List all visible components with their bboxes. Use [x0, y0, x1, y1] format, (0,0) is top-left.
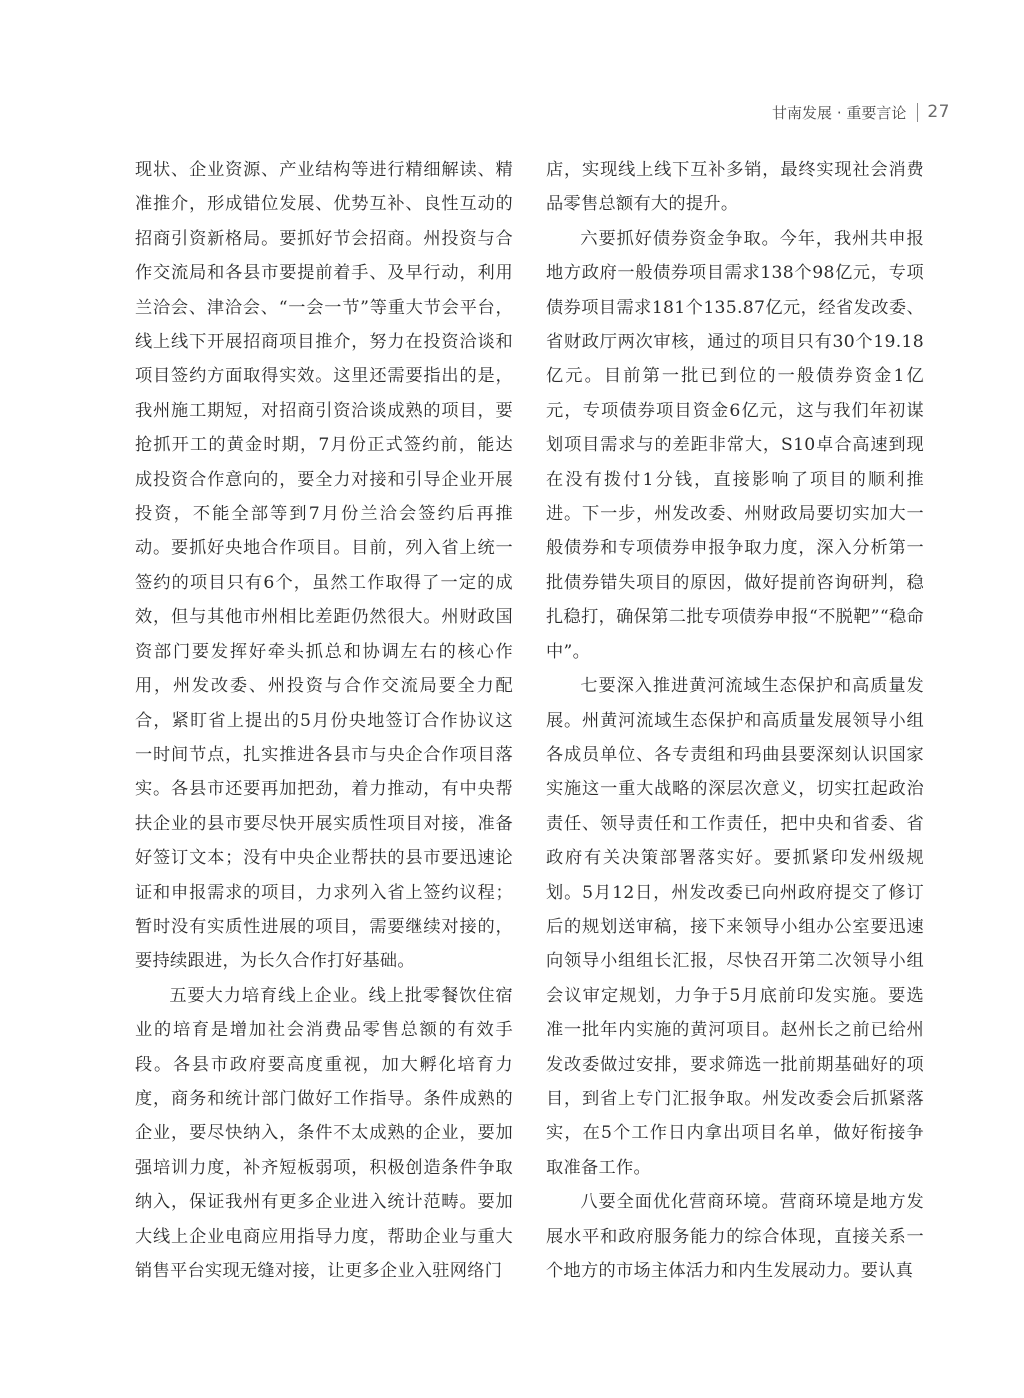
right-column: [546, 153, 924, 1288]
page-number: 27: [927, 102, 950, 122]
body-paragraph: 店，实现线上线下互补多销，最终实现社会消费品零售总额有大的提升。: [546, 160, 924, 215]
body-paragraph: 现状、企业资源、产业结构等进行精细解读、精准推介，形成错位发展、优势互补、良性互动的招商引资新格局。要抓好节会招商。州投资与合作交流局和各县市要提前着手、及早行动，利用兰洽会、津洽会、“一会一节”等重大节会平台，线上线下开展招商项目推介，努力在投资洽谈和项目签约方面取得实效。这里还需要指出的是，我州施工期短，对招商引资洽谈成熟的项目，要抢抓开工的黄金时期，7月份正式签约前，能达成投资合作意向的，要全力对接和引导企业开展投资，不能全部等到7月份兰洽会签约后再推动。要抓好央地合作项目。目前，列入省上统一签约的项目只有6个，虽然工作取得了一定的成效，但与其他市州相比差距仍然很大。州财政国资部门要发挥好牵头抓总和协调左右的核心作用，州发改委、州投资与合作交流局要全力配合，紧盯省上提出的5月份央地签订合作协议这一时间节点，扎实推进各县市与央企合作项目落实。各县市还要再加把劲，着力推动，有中央帮扶企业的县市要尽快开展实质性项目对接，准备好签订文本；没有中央企业帮扶的县市要迅速论证和申报需求的项目，力求列入省上签约议程；暂时没有实质性进展的项目，需要继续对接的，要持续跟进，为长久合作打好基础。: [135, 160, 513, 972]
body-paragraph: 七要深入推进黄河流域生态保护和高质量发展。州黄河流域生态保护和高质量发展领导小组各成员单位、各专责组和玛曲县要深刻认识国家实施这一重大战略的深层次意义，切实扛起政治责任、领导责任和工作责任，把中央和省委、省政府有关决策部署落实好。要抓紧印发州级规划。5月12日，州发改委已向州政府提交了修订后的规划送审稿，接下来领导小组办公室要迅速向领导小组组长汇报，尽快召开第二次领导小组会议审定规划，力争于5月底前印发实施。要选准一批年内实施的黄河项目。赵州长之前已给州发改委做过安排，要求筛选一批前期基础好的项目，到省上专门汇报争取。州发改委会后抓紧落实，在5个工作日内拿出项目名单，做好衔接争取准备工作。: [546, 676, 924, 1178]
section-title: 甘南发展 · 重要言论: [772, 103, 907, 122]
running-header: [772, 100, 950, 124]
body-paragraph: 六要抓好债券资金争取。今年，我州共申报地方政府一般债券项目需求138个98亿元，专项债券项目需求181个135.87亿元，经省发改委、省财政厅两次审核，通过的项目只有30个19.18亿元。目前第一批已到位的一般债券资金1亿元，专项债券项目资金6亿元，这与我们年初谋划项目需求与的差距非常大，S10卓合高速到现在没有拨付1分钱，直接影响了项目的顺利推进。下一步，州发改委、州财政局要切实加大一般债券和专项债券申报争取力度，深入分析第一批债券错失项目的原因，做好提前咨询研判，稳扎稳打，确保第二批专项债券申报“不脱靶”“稳命中”。: [546, 228, 924, 662]
body-paragraph: 五要大力培育线上企业。线上批零餐饮住宿业的培育是增加社会消费品零售总额的有效手段。各县市政府要高度重视，加大孵化培育力度，商务和统计部门做好工作指导。条件成熟的企业，要尽快纳入，条件不太成熟的企业，要加强培训力度，补齐短板弱项，积极创造条件争取纳入，保证我州有更多企业进入统计范畴。要加大线上企业电商应用指导力度，帮助企业与重大销售平台实现无缝对接，让更多企业入驻网络门: [135, 985, 513, 1281]
left-column: [135, 153, 513, 1288]
header-divider: [917, 103, 918, 122]
body-paragraph: 八要全面优化营商环境。营商环境是地方发展水平和政府服务能力的综合体现，直接关系一个地方的市场主体活力和内生发展动力。要认真: [546, 1192, 924, 1281]
